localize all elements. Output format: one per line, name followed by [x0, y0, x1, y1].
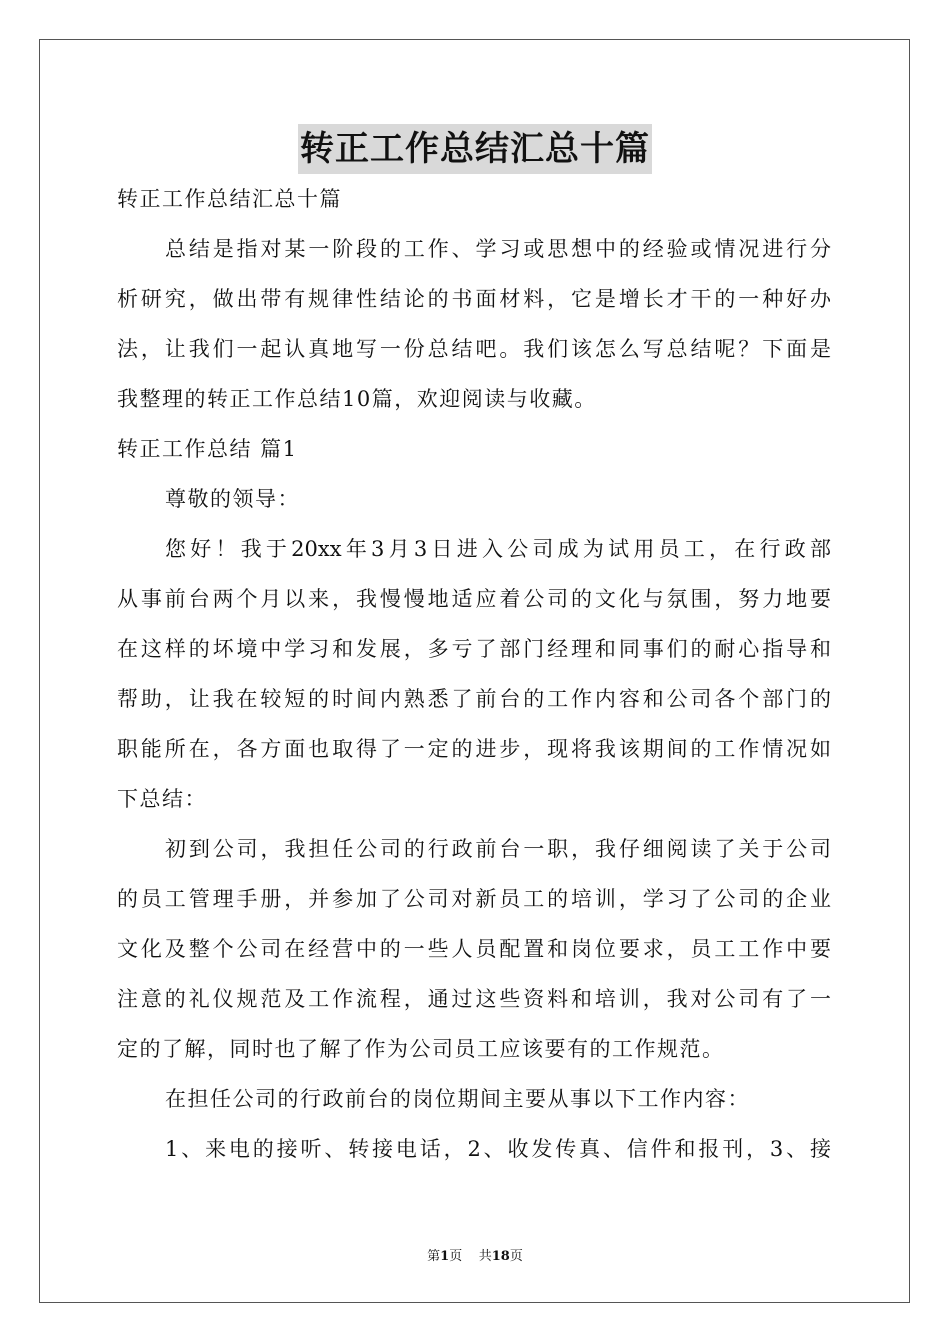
paragraph-line: 在担任公司的行政前台的岗位期间主要从事以下工作内容：	[165, 1087, 750, 1111]
intro-line: 我整理的转正工作总结10篇，欢迎阅读与收藏。	[117, 387, 597, 411]
footer-page-total: 18	[491, 1249, 510, 1264]
paragraph-line: 从事前台两个月以来，我慢慢地适应着公司的文化与氛围，努力地要	[117, 587, 831, 611]
paragraph-line: 职能所在，各方面也取得了一定的进步，现将我该期间的工作情况如	[117, 737, 831, 761]
footer-mid: 页 共	[449, 1249, 492, 1264]
page-footer	[0, 1248, 950, 1266]
intro-line: 析研究，做出带有规律性结论的书面材料，它是增长才干的一种好办	[117, 287, 831, 311]
paragraph-line: 初到公司，我担任公司的行政前台一职，我仔细阅读了关于公司	[165, 837, 831, 861]
footer-prefix: 第	[427, 1249, 441, 1264]
paragraph-line: 的员工管理手册，并参加了公司对新员工的培训，学习了公司的企业	[117, 887, 831, 911]
paragraph-line: 1、来电的接听、转接电话，2、收发传真、信件和报刊，3、接	[165, 1137, 831, 1161]
intro-line: 法，让我们一起认真地写一份总结吧。我们该怎么写总结呢？下面是	[117, 337, 831, 361]
paragraph-line: 帮助，让我在较短的时间内熟悉了前台的工作内容和公司各个部门的	[117, 687, 831, 711]
footer-suffix: 页	[509, 1249, 523, 1264]
paragraph-line: 在这样的坏境中学习和发展，多亏了部门经理和同事们的耐心指导和	[117, 637, 831, 661]
paragraph-line: 注意的礼仪规范及工作流程，通过这些资料和培训，我对公司有了一	[117, 987, 831, 1011]
subtitle: 转正工作总结汇总十篇	[117, 187, 342, 211]
section-heading: 转正工作总结 篇1	[117, 437, 298, 461]
paragraph-line: 您好！我于20xx年3月3日进入公司成为试用员工，在行政部	[165, 537, 831, 561]
paragraph-line: 下总结：	[117, 787, 207, 811]
salutation: 尊敬的领导：	[165, 487, 300, 511]
paragraph-line: 定的了解，同时也了解了作为公司员工应该要有的工作规范。	[117, 1037, 725, 1061]
footer-page-current: 1	[440, 1249, 450, 1264]
intro-line: 总结是指对某一阶段的工作、学习或思想中的经验或情况进行分	[165, 237, 831, 261]
paragraph-line: 文化及整个公司在经营中的一些人员配置和岗位要求，员工工作中要	[117, 937, 831, 961]
document-title: 转正工作总结汇总十篇	[298, 124, 652, 174]
